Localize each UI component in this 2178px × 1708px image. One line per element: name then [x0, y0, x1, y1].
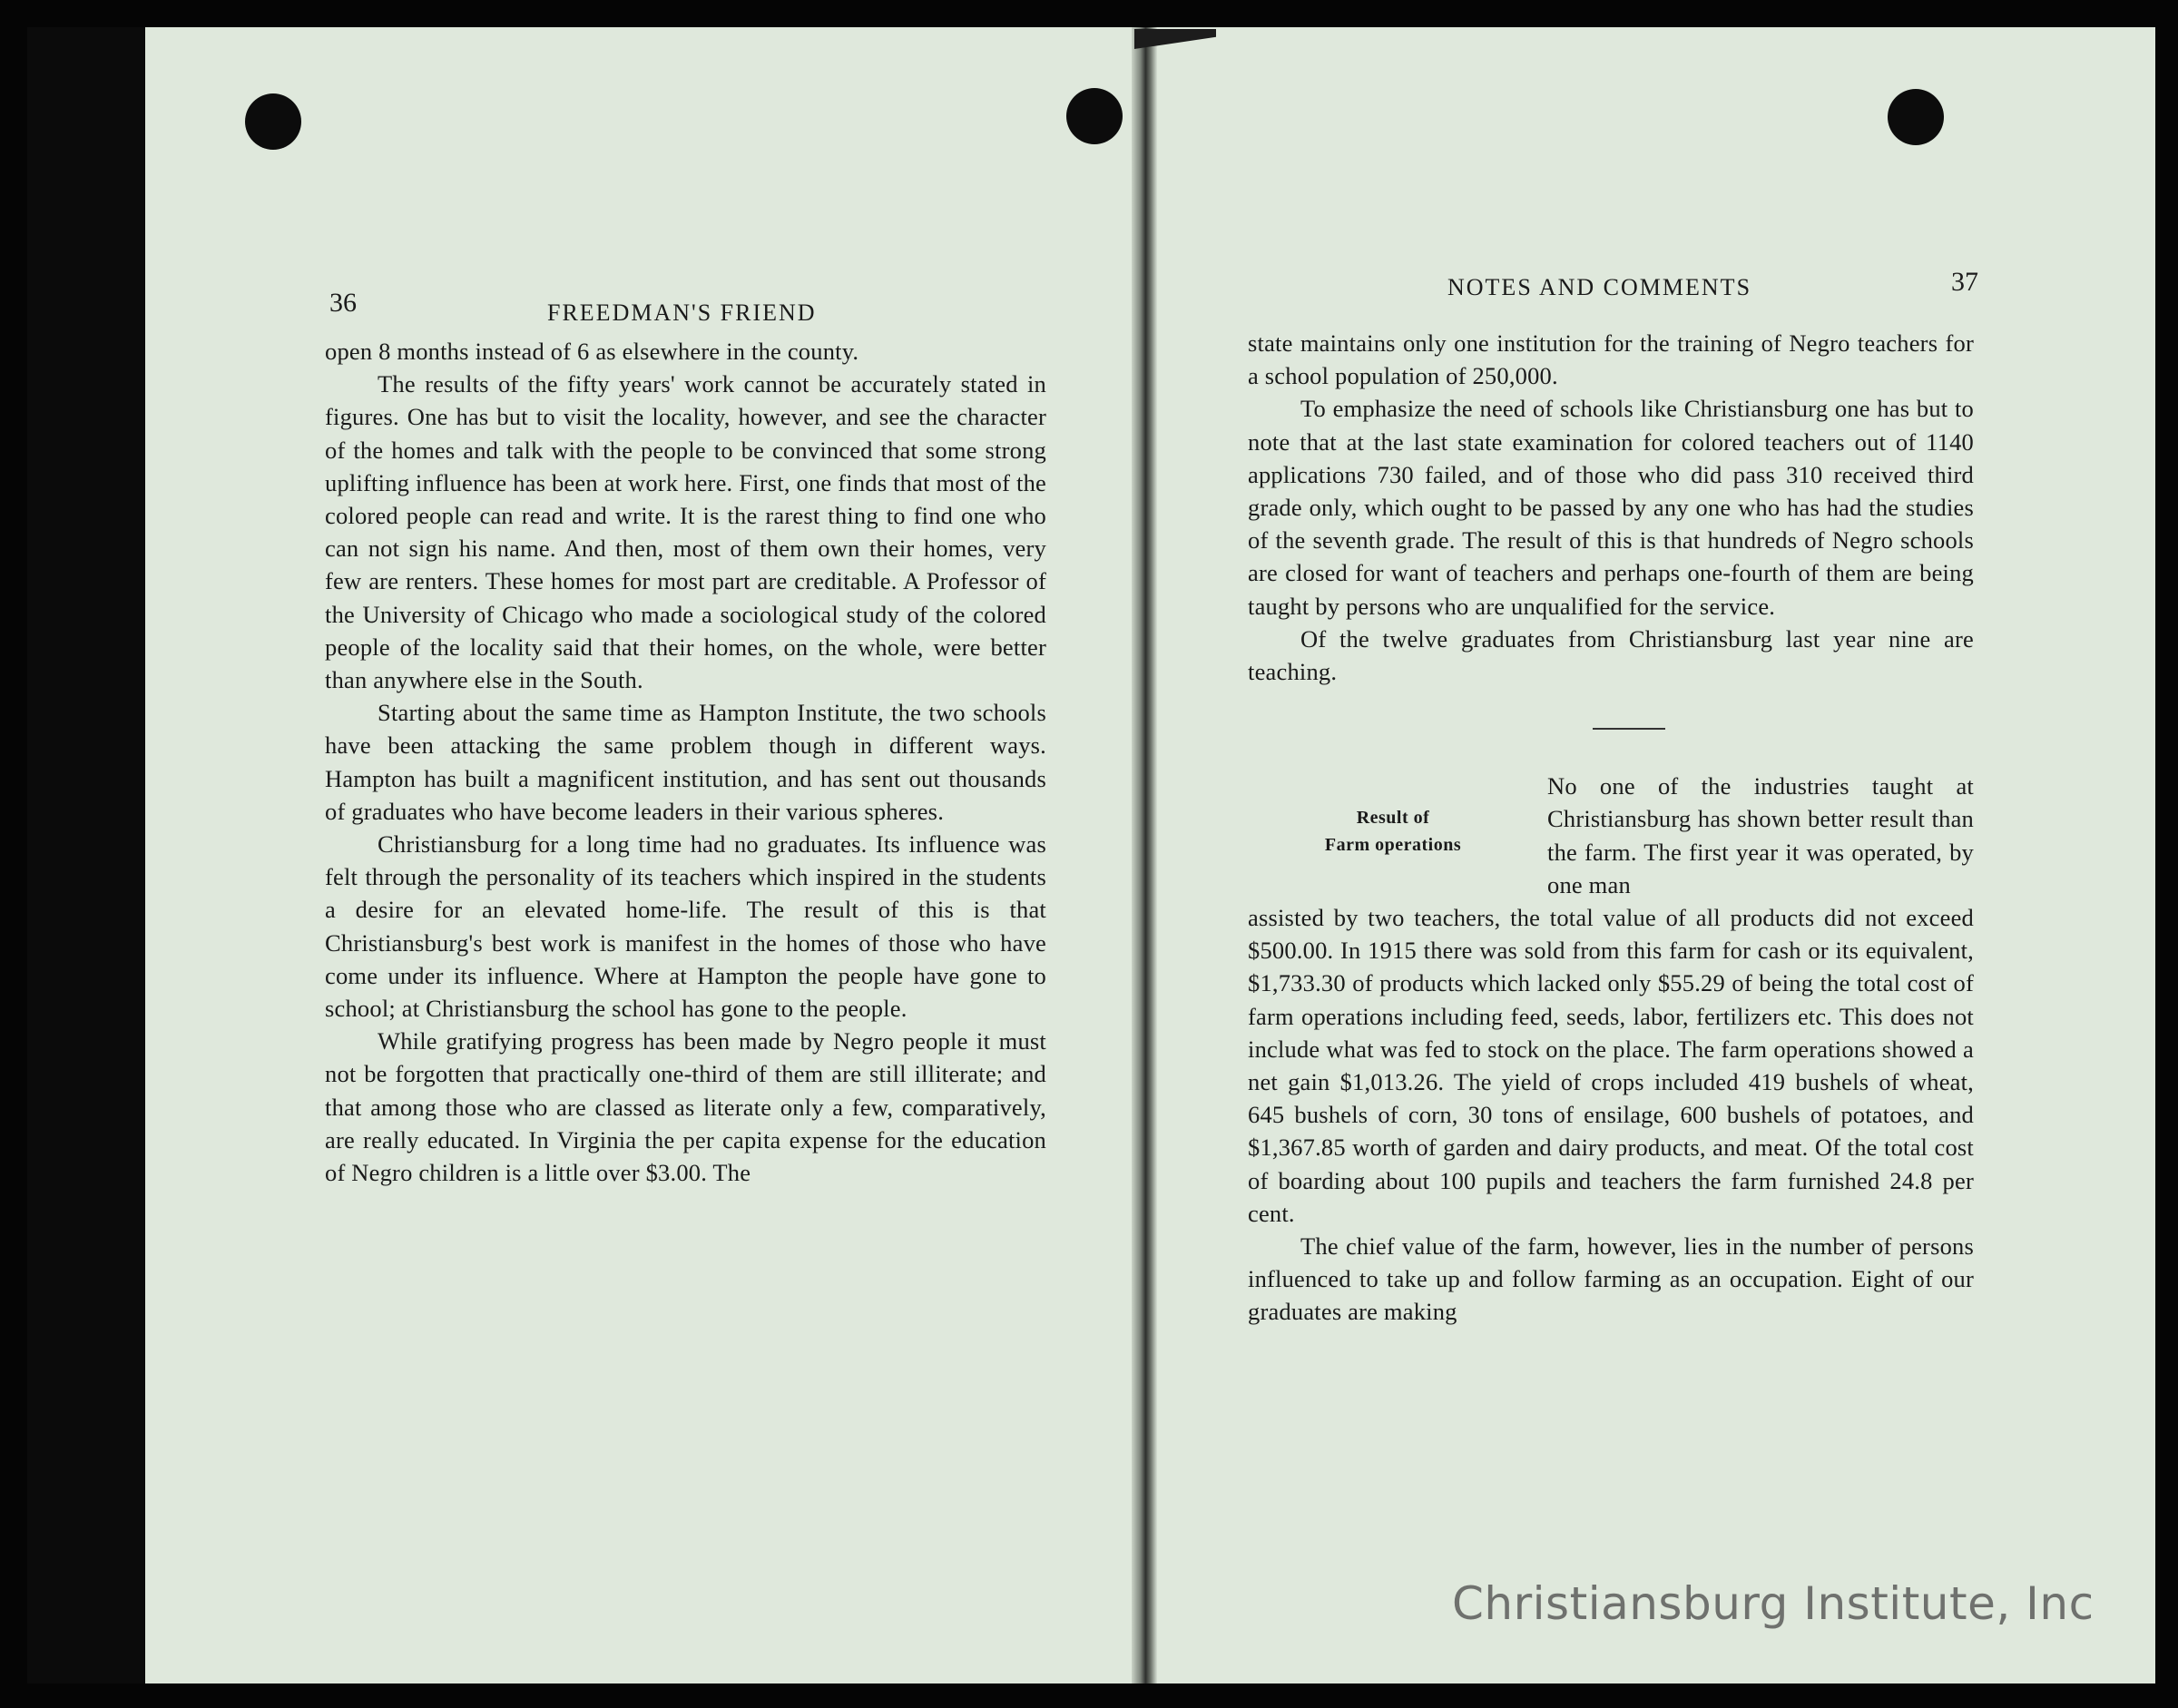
farm-section: [1248, 770, 1974, 1328]
watermark: Christiansburg Institute, Inc: [1452, 1577, 2095, 1630]
paragraph: open 8 months instead of 6 as elsewhere in the county.: [325, 338, 859, 365]
left-page: [325, 288, 1046, 1189]
running-head: [325, 288, 1046, 329]
paragraph: While gratifying progress has been made by Negro people it must not be forgotten that practically one-third of them are still illiterate; and that among those who are classed as literate only a few, comparatively, are really educated. In Virginia the per capita expense for the education of Negro children is a little over $3.00. The: [325, 1027, 1046, 1187]
paragraph: No one of the industries taught at Christiansburg has shown better result than the farm. The first year it was operated, by one man: [1547, 772, 1974, 898]
punch-hole: [245, 93, 301, 150]
farm-intro: [1547, 770, 1974, 901]
book-gutter: [1132, 27, 1157, 1683]
binding-strip: [27, 27, 145, 1683]
running-head: [1248, 267, 1978, 312]
punch-hole: [1888, 89, 1944, 145]
paragraph: Of the twelve graduates from Christiansburg last year nine are teaching.: [1248, 624, 1974, 686]
paragraph: The chief value of the farm, however, lies in the number of persons influenced to take up and follow farming as an occupation. Eight of our graduates are making: [1248, 1232, 1974, 1326]
running-title: FREEDMAN'S FRIEND: [547, 299, 817, 326]
paragraph: state maintains only one institution for the training of Negro teachers for a school population of 250,000.: [1248, 329, 1974, 390]
paragraph: Christiansburg for a long time had no graduates. Its influence was felt through the personality of its teachers which inspired in the students a desire for an elevated home-life. The result of this is that Christiansburg's best work is manifest in the homes of those who have come under its influence. Where at Hampton the people have gone to school; at Christiansburg the school has gone to the people.: [325, 830, 1046, 1023]
punch-hole: [1066, 88, 1123, 144]
side-note-line: Result of: [1356, 808, 1430, 829]
body-text: [1248, 327, 1974, 1329]
page-number: 37: [1951, 267, 1978, 297]
section-divider: [1593, 728, 1665, 730]
page-number: 36: [329, 288, 357, 318]
right-page: [1248, 267, 1978, 1329]
running-title: NOTES AND COMMENTS: [1447, 274, 1752, 300]
paragraph: Starting about the same time as Hampton Institute, the two schools have been attacking the same problem though in different ways. Hampton has built a magnificent institution, and has sent out thousands of graduates who have become leaders in their various spheres.: [325, 699, 1046, 825]
paragraph: To emphasize the need of schools like Christiansburg one has but to note that at the last state examination for colored teachers out of 1140 applications 730 failed, and of those who did pass 310 received third grade only, which ought to be passed by any one who has had the studies of the seventh grade. The result of this is that hundreds of Negro schools are closed for want of teachers and perhaps one-fourth of them are being taught by persons who are unqualified for the service.: [1248, 395, 1974, 620]
body-text: [325, 335, 1046, 1189]
side-note-line: Farm operations: [1324, 835, 1462, 856]
paragraph: The results of the fifty years' work cannot be accurately stated in figures. One has but to visit the locality, however, and see the character of the homes and talk with the people to be convinced that some strong uplifting influence has been at work here. First, one finds that most of the colored people can read and write. It is the rarest thing to find one who can not sign his name. And then, most of them own their homes, very few are renters. These homes for most part are creditable. A Professor of the University of Chicago who made a sociological study of the colored people of the locality said that their homes, on the whole, were better than anywhere else in the South.: [325, 370, 1046, 694]
side-note: [1302, 804, 1484, 859]
paragraph: assisted by two teachers, the total value of all products did not exceed $500.00. In 1915 there was sold from this farm for cash or its equivalent, $1,733.30 of products which lacked only $55.29 of being the total cost of farm operations including feed, seeds, labor, fertilizers etc. This does not include what was fed to stock on the place. The farm operations showed a net gain $1,013.26. The yield of crops included 419 bushels of wheat, 645 bushels of corn, 30 tons of ensilage, 600 bushels of potatoes, and $1,367.85 worth of garden and dairy products, and meat. Of the total cost of boarding about 100 pupils and teachers the farm furnished 24.8 per cent.: [1248, 904, 1974, 1227]
